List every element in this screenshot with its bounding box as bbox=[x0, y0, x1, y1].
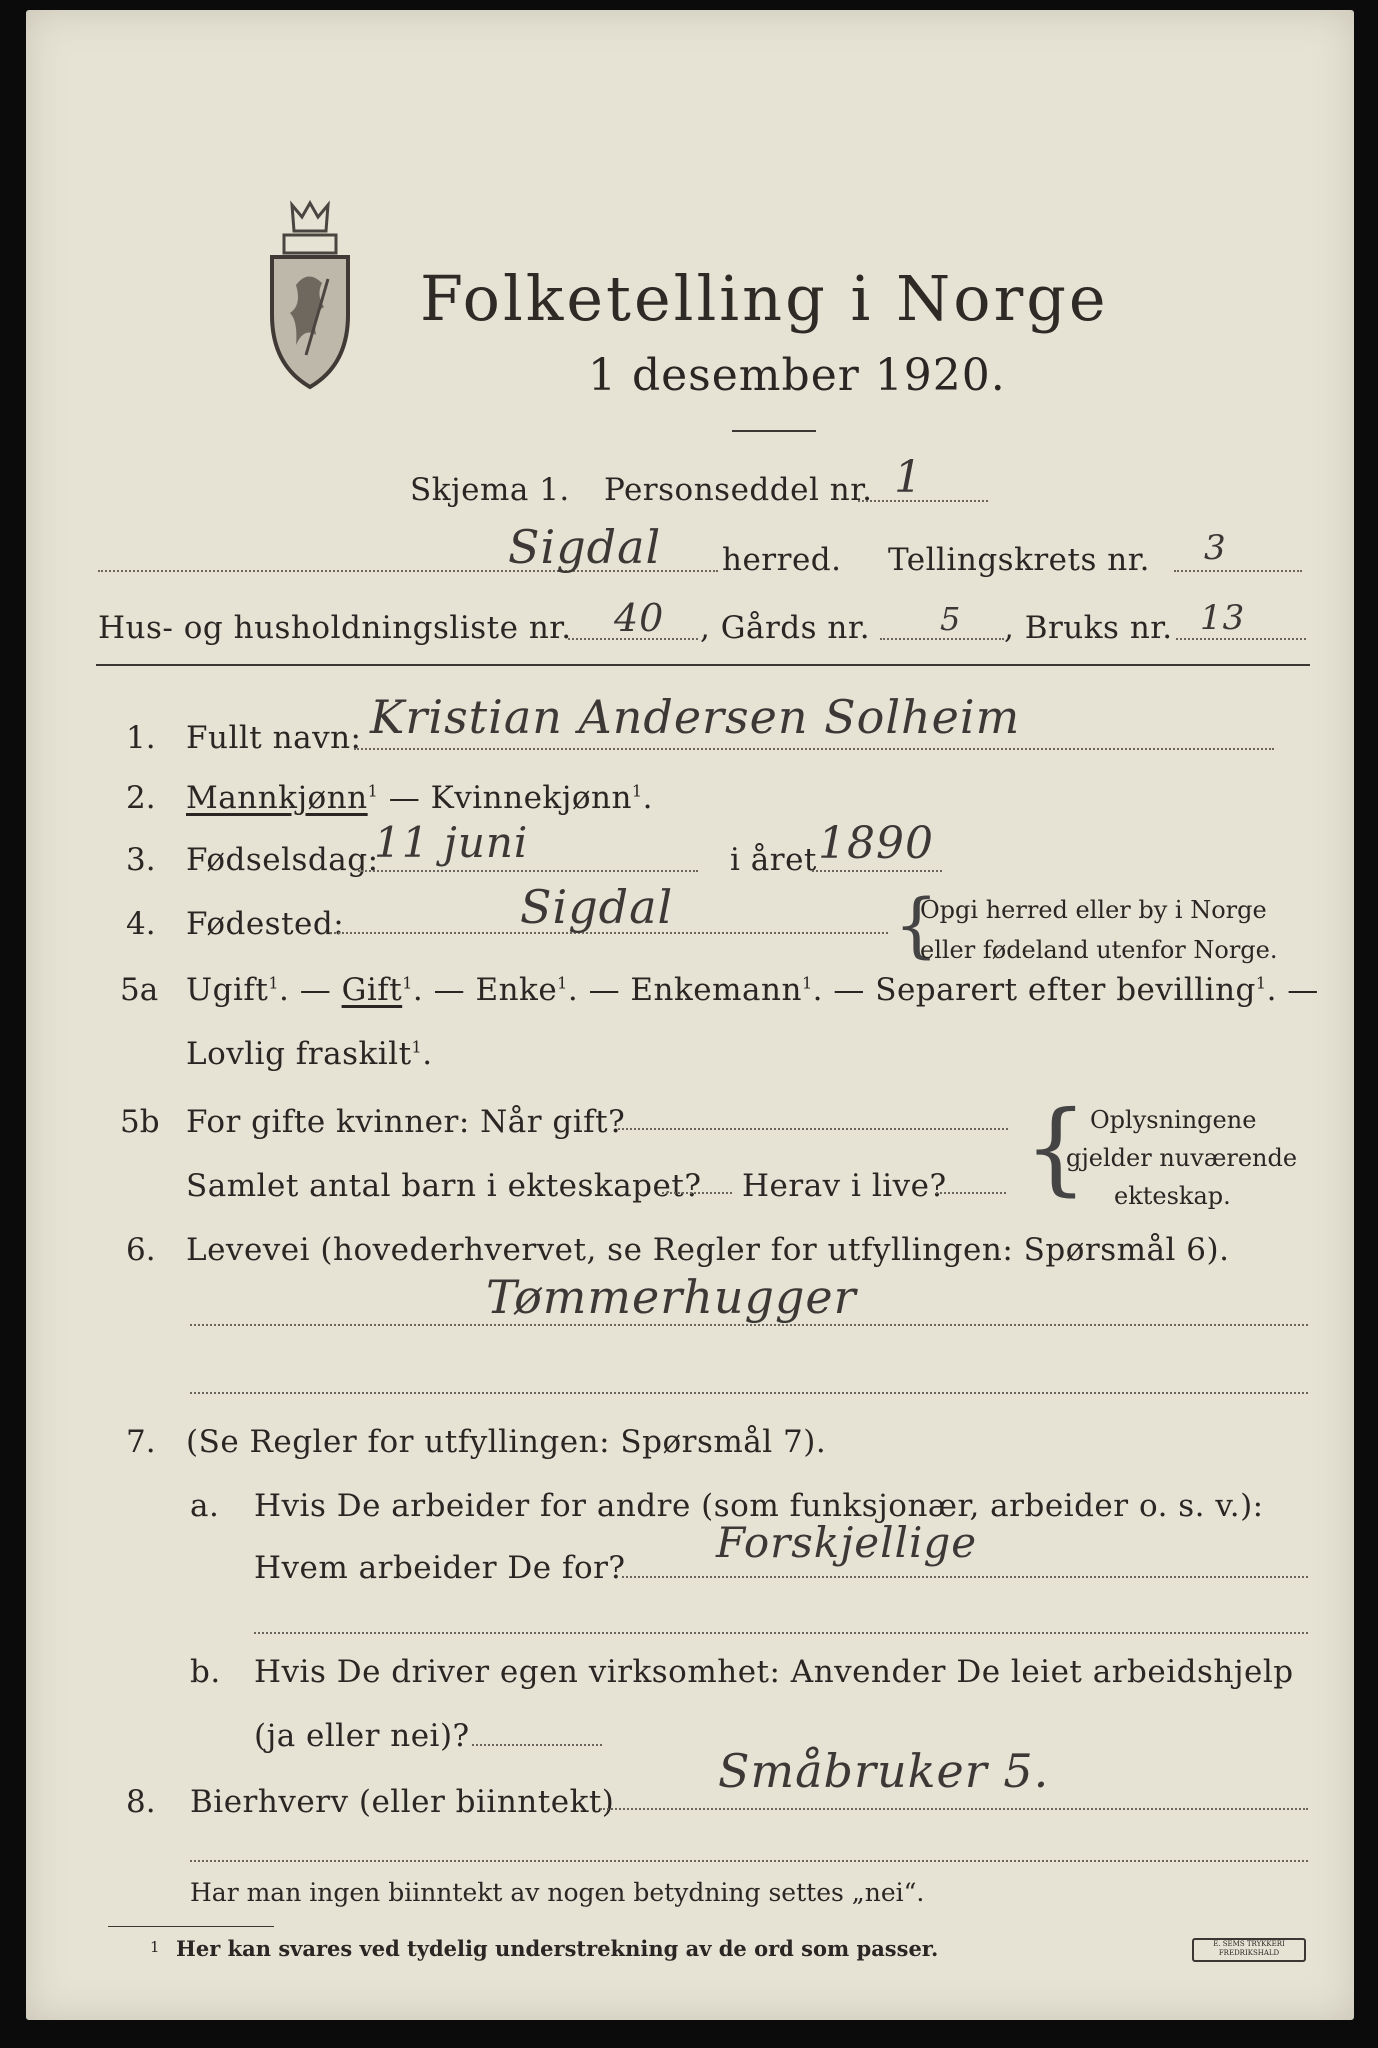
side-income-label: Bierhverv (eller biinntekt) bbox=[190, 1784, 615, 1820]
q7-number: 7. bbox=[126, 1424, 156, 1460]
full-name-line bbox=[354, 748, 1274, 750]
sex-female-option[interactable]: Kvinnekjønn bbox=[430, 780, 632, 816]
side-income-value[interactable]: Småbruker 5. bbox=[718, 1744, 1050, 1798]
q8-number: 8. bbox=[126, 1784, 156, 1820]
husholdningsliste-value[interactable]: 40 bbox=[614, 596, 665, 640]
birthplace-note-1: Opgi herred eller by i Norge bbox=[920, 896, 1267, 924]
q5b-number: 5b bbox=[120, 1104, 160, 1140]
employer-value[interactable]: Forskjellige bbox=[716, 1518, 978, 1567]
birthplace-value[interactable]: Sigdal bbox=[520, 880, 674, 934]
gards-value[interactable]: 5 bbox=[940, 600, 962, 638]
marital-enkemann-option[interactable]: Enkemann bbox=[630, 972, 802, 1008]
footnote-mark: 1 bbox=[150, 1938, 160, 1956]
occupation-line-1 bbox=[190, 1324, 1308, 1326]
herred-label: herred. bbox=[722, 542, 842, 578]
married-when-label: For gifte kvinner: Når gift? bbox=[186, 1104, 626, 1140]
marriage-note-3: ekteskap. bbox=[1114, 1182, 1231, 1210]
occupation-value[interactable]: Tømmerhugger bbox=[486, 1270, 857, 1324]
q1-number: 1. bbox=[126, 720, 156, 756]
birthplace-note-brace: { bbox=[894, 884, 939, 966]
census-date: 1 desember 1920. bbox=[588, 350, 1006, 401]
q7b-question: Hvis De driver egen virksomhet: Anvender De leiet arbeidshjelp bbox=[254, 1654, 1294, 1690]
q6-number: 6. bbox=[126, 1232, 156, 1268]
birthday-value[interactable]: 11 juni bbox=[374, 818, 529, 867]
q7a-question: Hvis De arbeider for andre (som funksjonær, arbeider o. s. v.): bbox=[254, 1488, 1264, 1524]
marriage-note-2: gjelder nuværende bbox=[1066, 1144, 1298, 1172]
birthplace-note-2: eller fødeland utenfor Norge. bbox=[920, 936, 1278, 964]
husholdningsliste-label: Hus- og husholdningsliste nr. bbox=[98, 610, 572, 646]
q2-number: 2. bbox=[126, 780, 156, 816]
q4-number: 4. bbox=[126, 906, 156, 942]
marriage-note-brace: { bbox=[1024, 1089, 1088, 1206]
header-divider bbox=[96, 664, 1310, 666]
q3-number: 3. bbox=[126, 842, 156, 878]
footnote-text: Her kan svares ved tydelig understrekning av de ord som passer. bbox=[176, 1936, 939, 1961]
tellingskrets-label: Tellingskrets nr. bbox=[888, 542, 1150, 578]
employer-line bbox=[622, 1576, 1308, 1578]
sex-male-option[interactable]: Mannkjønn bbox=[186, 780, 368, 816]
q7b-letter: b. bbox=[190, 1654, 221, 1690]
q5a-number: 5a bbox=[120, 972, 159, 1008]
gards-line bbox=[880, 638, 1004, 640]
gards-label: , Gårds nr. bbox=[700, 610, 871, 646]
bruks-line bbox=[1176, 638, 1306, 640]
side-income-line bbox=[600, 1808, 1308, 1810]
children-total-line bbox=[662, 1192, 732, 1194]
marital-separert-option[interactable]: Separert efter bevilling bbox=[875, 972, 1256, 1008]
tellingskrets-line bbox=[1174, 570, 1302, 572]
birth-year-label: i året bbox=[730, 842, 817, 878]
employer-label: Hvem arbeider De for? bbox=[254, 1550, 626, 1586]
personseddel-value[interactable]: 1 bbox=[894, 452, 923, 503]
personseddel-line bbox=[858, 500, 988, 502]
full-name-value[interactable]: Kristian Andersen Solheim bbox=[370, 690, 1021, 744]
marital-gift-option[interactable]: Gift bbox=[341, 972, 403, 1008]
birthplace-label: Fødested: bbox=[186, 906, 345, 942]
birthday-line bbox=[358, 870, 698, 872]
birth-year-value[interactable]: 1890 bbox=[818, 818, 934, 869]
schema-label: Skjema 1. bbox=[410, 472, 570, 508]
sex-options: Mannkjønn$^1$ — Kvinnekjønn$^1$. bbox=[186, 780, 653, 816]
printer-stamp bbox=[1192, 1938, 1306, 1962]
q7a-letter: a. bbox=[190, 1488, 220, 1524]
married-when-line bbox=[618, 1128, 1008, 1130]
marital-ugift-option[interactable]: Ugift bbox=[186, 972, 269, 1008]
bruks-value[interactable]: 13 bbox=[1200, 598, 1246, 638]
herred-value[interactable]: Sigdal bbox=[508, 520, 662, 574]
norway-coat-of-arms-icon bbox=[262, 195, 358, 395]
employer-line-2 bbox=[254, 1632, 1308, 1634]
footnote-divider bbox=[108, 1926, 274, 1927]
tellingskrets-value[interactable]: 3 bbox=[1204, 528, 1227, 568]
marital-status-options: Ugift$^1$. — Gift$^1$. — Enke$^1$. — Enkemann$^1$. — Separert efter bevilling$^1$. — bbox=[186, 972, 1319, 1008]
hired-help-line bbox=[472, 1744, 602, 1746]
personseddel-label: Personseddel nr. bbox=[604, 472, 873, 508]
hired-help-label: (ja eller nei)? bbox=[254, 1718, 470, 1754]
children-alive-label: Herav i live? bbox=[742, 1168, 947, 1204]
marital-fraskilt-row: Lovlig fraskilt$^1$. bbox=[186, 1036, 433, 1072]
marriage-note-1: Oplysningene bbox=[1090, 1106, 1257, 1134]
full-name-label: Fullt navn: bbox=[186, 720, 362, 756]
marital-enke-option[interactable]: Enke bbox=[475, 972, 558, 1008]
title-divider bbox=[732, 430, 816, 432]
birth-year-line bbox=[812, 870, 942, 872]
occupation-label: Levevei (hovederhvervet, se Regler for utfyllingen: Spørsmål 6). bbox=[186, 1232, 1230, 1268]
side-income-line-2 bbox=[190, 1860, 1308, 1862]
birthday-label: Fødselsdag: bbox=[186, 842, 379, 878]
occupation-line-2 bbox=[190, 1392, 1308, 1394]
no-income-note: Har man ingen biinntekt av nogen betydning settes „nei“. bbox=[190, 1878, 925, 1907]
children-total-label: Samlet antal barn i ekteskapet? bbox=[186, 1168, 702, 1204]
form-title: Folketelling i Norge bbox=[420, 262, 1109, 335]
children-alive-line bbox=[936, 1192, 1006, 1194]
employment-rules-label: (Se Regler for utfyllingen: Spørsmål 7). bbox=[186, 1424, 827, 1460]
marital-fraskilt-option[interactable]: Lovlig fraskilt bbox=[186, 1036, 412, 1072]
bruks-label: , Bruks nr. bbox=[1004, 610, 1173, 646]
printer-stamp-text: E. SEMS TRYKKERI FREDRIKSHALD bbox=[1213, 1940, 1285, 1957]
